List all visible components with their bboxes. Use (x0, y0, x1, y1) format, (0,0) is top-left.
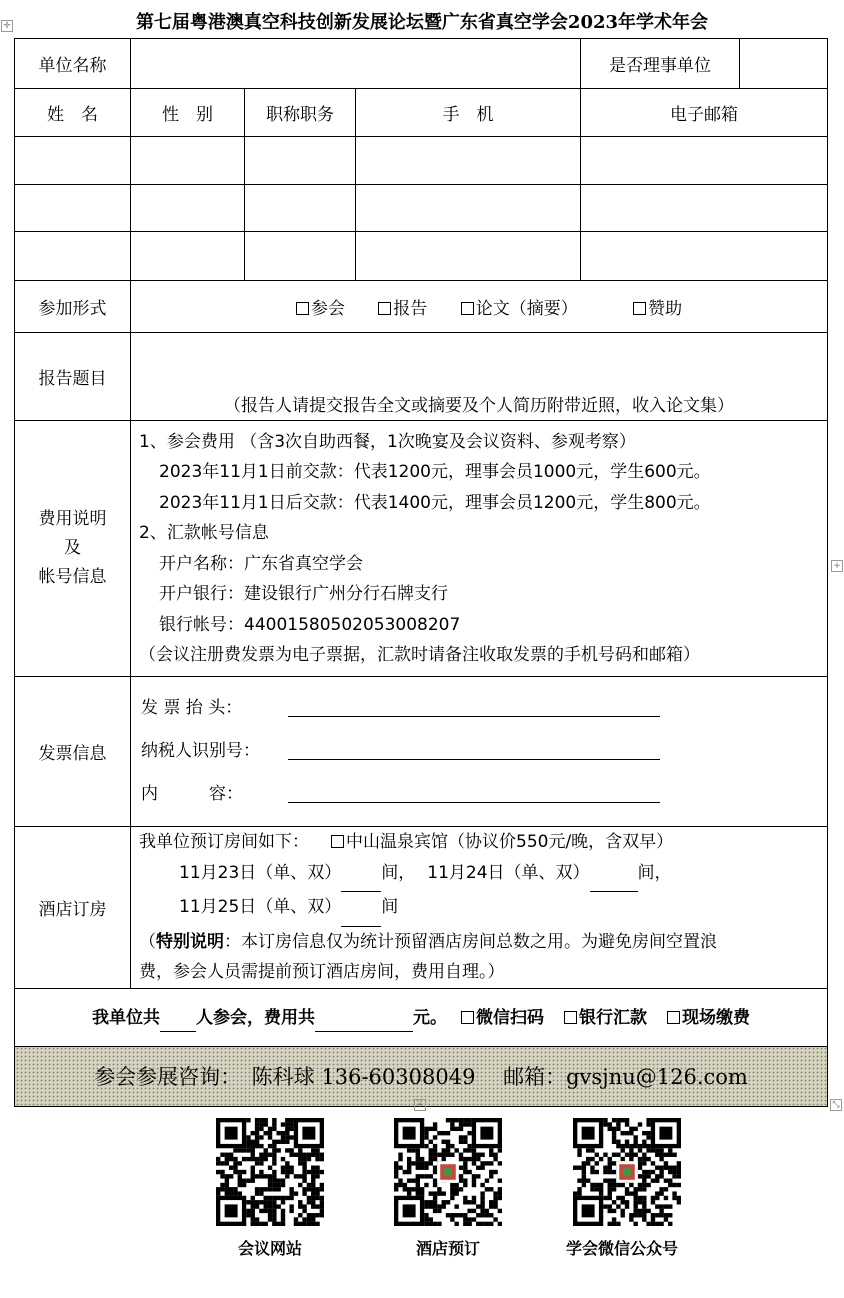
unit-name-label: 单位名称 (15, 39, 131, 89)
checkbox-icon[interactable] (378, 302, 391, 315)
account-heading: 2、汇款帐号信息 (139, 523, 269, 543)
table-move-handle-icon[interactable]: ✛ (1, 20, 13, 32)
account-bank: 开户银行：建设银行广州分行石牌支行 (159, 584, 448, 604)
checkbox-icon[interactable] (564, 1011, 577, 1024)
person-mobile-cell[interactable] (356, 137, 581, 185)
pay-option-wechat[interactable]: 微信扫码 (476, 1007, 544, 1028)
nov25-rooms-blank[interactable] (341, 895, 381, 927)
person-email-cell[interactable] (581, 137, 828, 185)
person-row (15, 232, 828, 281)
attendee-count-blank[interactable] (160, 1011, 196, 1032)
people-header-row (15, 89, 828, 137)
hotel-intro: 我单位预订房间如下： (139, 832, 309, 852)
invoice-content (131, 677, 828, 827)
participation-option-attend[interactable]: 参会 (296, 294, 345, 319)
consult-banner: 参会参展咨询： 陈科球 136-60308049 邮箱：gvsjnu@126.com (15, 1046, 828, 1106)
report-title-label: 报告题目 (15, 333, 131, 421)
report-title-field[interactable] (131, 333, 828, 421)
add-column-icon[interactable]: + (414, 1099, 426, 1111)
pay-option-bank[interactable]: 银行汇款 (579, 1007, 647, 1028)
invoice-content-field[interactable]: 内 容： (131, 773, 827, 816)
col-header-email: 电子邮箱 (581, 89, 828, 137)
qr-code-hotel[interactable] (394, 1118, 502, 1226)
hotel-option: 中山温泉宾馆（协议价550元/晚，含双早） (346, 832, 674, 852)
qr-code-area (0, 1110, 844, 1270)
participation-row (15, 281, 828, 333)
fees-row (15, 421, 828, 677)
checkbox-icon[interactable] (667, 1011, 680, 1024)
taxpayer-id-field[interactable]: 纳税人识别号： (131, 730, 827, 773)
col-header-mobile: 手 机 (356, 89, 581, 137)
participation-option-report[interactable]: 报告 (378, 294, 427, 319)
person-mobile-cell[interactable] (356, 232, 581, 281)
total-fee-blank[interactable] (315, 1011, 413, 1032)
person-email-cell[interactable] (581, 185, 828, 232)
director-unit-field[interactable] (740, 39, 828, 89)
invoice-note: （会议注册费发票为电子票据，汇款时请备注收取发票的手机号码和邮箱） (139, 645, 700, 665)
qr-code-wechat[interactable] (573, 1118, 681, 1226)
unit-name-field[interactable] (131, 39, 581, 89)
checkbox-icon[interactable] (633, 302, 646, 315)
hotel-content: 我单位预订房间如下： 中山温泉宾馆（协议价550元/晚，含双早） 11月23日（单、双） 间， 11月24日（单、双） 间， 11月25日（单、双） 间 （特别说明：本订房信息仅为统计预留酒店房间总数之用。为避免房间空置浪 费，参会人员需提前预订酒店房间，费用自理。） (131, 827, 828, 989)
col-header-title: 职称职务 (245, 89, 356, 137)
person-title-cell[interactable] (245, 232, 356, 281)
person-row (15, 185, 828, 232)
invoice-label: 发票信息 (15, 677, 131, 827)
qr-caption-website: 会议网站 (237, 1239, 302, 1258)
participation-option-paper[interactable]: 论文（摘要） (461, 294, 578, 319)
person-gender-cell[interactable] (131, 232, 245, 281)
checkbox-icon[interactable] (461, 1011, 474, 1024)
page-title: 第七届粤港澳真空科技创新发展论坛暨广东省真空学会2023年学术年会 (135, 12, 709, 33)
person-name-cell[interactable] (15, 137, 131, 185)
nov24-rooms-blank[interactable] (590, 861, 638, 893)
nov23-label: 11月23日（单、双） (179, 862, 342, 883)
col-header-name: 姓 名 (15, 89, 131, 137)
participation-options (131, 281, 828, 333)
invoice-row (15, 677, 828, 827)
fees-content (131, 421, 828, 677)
hotel-row (15, 827, 828, 989)
nov25-label: 11月25日（单、双） (179, 897, 342, 917)
hotel-note-line2: 费，参会人员需提前预订酒店房间，费用自理。） (139, 962, 505, 982)
col-header-gender: 性 别 (131, 89, 245, 137)
person-gender-cell[interactable] (131, 137, 245, 185)
nov24-label: 11月24日（单、双） (427, 862, 590, 883)
hotel-label: 酒店订房 (15, 827, 131, 989)
fees-label: 费用说明 及 帐号信息 (15, 421, 131, 677)
person-gender-cell[interactable] (131, 185, 245, 232)
checkbox-icon[interactable] (331, 835, 344, 848)
summary-content: 我单位共 人参会，费用共 元。 微信扫码 银行汇款 现场缴费 (15, 988, 828, 1046)
person-mobile-cell[interactable] (356, 185, 581, 232)
table-resize-handle-icon[interactable]: ⤡ (830, 1099, 842, 1111)
add-row-icon[interactable]: + (831, 560, 843, 572)
consult-row (15, 1046, 828, 1106)
person-title-cell[interactable] (245, 137, 356, 185)
director-unit-label: 是否理事单位 (581, 39, 740, 89)
hotel-note: （特别说明：本订房信息仅为统计预留酒店房间总数之用。为避免房间空置浪 (139, 931, 717, 952)
qr-caption-hotel: 酒店预订 (415, 1239, 480, 1258)
checkbox-icon[interactable] (296, 302, 309, 315)
report-row (15, 333, 828, 421)
person-row (15, 137, 828, 185)
person-title-cell[interactable] (245, 185, 356, 232)
person-name-cell[interactable] (15, 185, 131, 232)
person-email-cell[interactable] (581, 232, 828, 281)
summary-row (15, 988, 828, 1046)
fee-early: 2023年11月1日前交款：代表1200元，理事会员1000元，学生600元。 (159, 462, 711, 482)
participation-label: 参加形式 (15, 281, 131, 333)
participation-option-sponsor[interactable]: 赞助 (633, 294, 682, 319)
registration-form-table (14, 38, 828, 1107)
account-name: 开户名称：广东省真空学会 (159, 553, 363, 574)
qr-caption-wechat: 学会微信公众号 (565, 1239, 678, 1258)
qr-code-website[interactable] (216, 1118, 324, 1226)
person-name-cell[interactable] (15, 232, 131, 281)
fee-heading: 1、参会费用 （含3次自助西餐，1次晚宴及会议资料、参观考察） (139, 431, 636, 452)
pay-option-onsite[interactable]: 现场缴费 (682, 1007, 750, 1028)
report-note: （报告人请提交报告全文或摘要及个人简历附带近照，收入论文集） (224, 396, 734, 416)
invoice-title-field[interactable]: 发 票 抬 头： (131, 687, 827, 730)
unit-row (15, 39, 828, 89)
checkbox-icon[interactable] (461, 302, 474, 315)
nov23-rooms-blank[interactable] (341, 861, 381, 893)
fee-late: 2023年11月1日后交款：代表1400元，理事会员1200元，学生800元。 (159, 492, 711, 513)
account-number: 银行帐号：44001580502053008207 (159, 614, 461, 635)
